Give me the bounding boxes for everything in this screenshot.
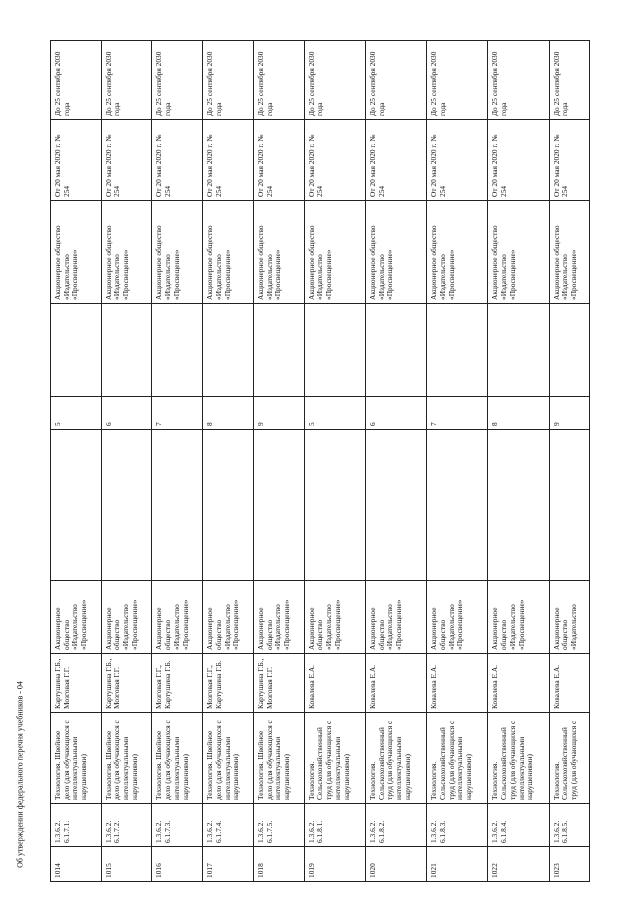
row-grade: 9	[549, 397, 589, 430]
row-number: 1019	[304, 847, 365, 882]
row-number: 1015	[101, 847, 152, 882]
row-code: 1.3.6.2. 6.1.7.3.	[152, 804, 203, 847]
row-code: 1.3.6.2. 6.1.8.1.	[304, 804, 365, 847]
row-order: От 20 мая 2020 г. № 254	[427, 120, 488, 201]
row-empty-cell	[152, 430, 203, 581]
row-grade: 7	[427, 397, 488, 430]
row-publisher-2: Акционерное общество «Издательство «Просвещение»	[427, 201, 488, 304]
row-empty-cell	[51, 430, 102, 581]
row-authors: Ковалева Е.А.	[427, 654, 488, 713]
row-publisher: Акционерное общество «Издательство «Просвещение»	[152, 581, 203, 654]
row-title: Технология. Сельскохозяйственный труд (для обучающихся с	[549, 713, 589, 804]
row-publisher-2: Акционерное общество «Издательство «Просвещение»	[203, 201, 254, 304]
row-code: 1.3.6.2. 6.1.7.2.	[101, 804, 152, 847]
row-publisher-2: Акционерное общество «Издательство «Просвещение»	[365, 201, 426, 304]
table-row	[253, 41, 304, 882]
row-code: 1.3.6.2. 6.1.8.2.	[365, 804, 426, 847]
row-publisher-2: Акционерное общество «Издательство «Просвещение»	[152, 201, 203, 304]
row-code: 1.3.6.2. 6.1.7.1.	[51, 804, 102, 847]
row-order: От 20 мая 2020 г. № 254	[152, 120, 203, 201]
row-code: 1.3.6.2. 6.1.8.4.	[488, 804, 549, 847]
row-title: Технология. Швейное дело (для обучающихся с интеллектуальными нарушениями)	[101, 713, 152, 804]
textbook-list-table	[50, 40, 590, 882]
row-title: Технология. Швейное дело (для обучающихся с интеллектуальными нарушениями)	[51, 713, 102, 804]
row-order: От 20 мая 2020 г. № 254	[253, 120, 304, 201]
row-code: 1.3.6.2. 6.1.8.5.	[549, 804, 589, 847]
footer-note: Об утверждении федерального перечня учебников - 04	[15, 681, 25, 868]
row-authors: Мозговая Г.Г., Картушина Г.Б.	[203, 654, 254, 713]
row-title: Технология. Швейное дело (для обучающихся с интеллектуальными нарушениями)	[253, 713, 304, 804]
row-publisher-2: Акционерное общество «Издательство «Просвещение»	[253, 201, 304, 304]
row-empty-cell	[101, 304, 152, 397]
row-publisher: Акционерное общество «Издательство «Просвещение»	[203, 581, 254, 654]
row-title: Технология. Сельскохозяйственный труд (для обучающихся с интеллектуальными нарушениями)	[304, 713, 365, 804]
row-order: От 20 мая 2020 г. № 254	[101, 120, 152, 201]
row-grade: 9	[253, 397, 304, 430]
row-number: 1023	[549, 847, 589, 882]
row-grade: 6	[101, 397, 152, 430]
table-row	[549, 41, 589, 882]
row-empty-cell	[549, 304, 589, 397]
row-authors: Ковалева Е.А.	[365, 654, 426, 713]
row-until: До 25 сентября 2030 года	[152, 41, 203, 120]
textbook-table-region	[50, 42, 590, 882]
row-grade: 8	[203, 397, 254, 430]
row-number: 1022	[488, 847, 549, 882]
row-authors: Картушина Г.Б., Мозговая Г.Г.	[51, 654, 102, 713]
row-title: Технология. Сельскохозяйственный труд (для обучающихся с интеллектуальными нарушениями)	[427, 713, 488, 804]
row-publisher: Акционерное общество «Издательство «Просвещение»	[365, 581, 426, 654]
row-publisher-2: Акционерное общество «Издательство «Просвещение»	[304, 201, 365, 304]
row-code: 1.3.6.2. 6.1.7.5.	[253, 804, 304, 847]
row-grade: 5	[304, 397, 365, 430]
row-title: Технология. Сельскохозяйственный труд (для обучающихся с интеллектуальными нарушениями)	[488, 713, 549, 804]
row-number: 1021	[427, 847, 488, 882]
row-order: От 20 мая 2020 г. № 254	[51, 120, 102, 201]
row-grade: 5	[51, 397, 102, 430]
row-publisher-2: Акционерное общество «Издательство «Просвещение»	[101, 201, 152, 304]
rotated-table	[50, 42, 590, 882]
row-until: До 25 сентября 2030 года	[203, 41, 254, 120]
row-code: 1.3.6.2. 6.1.7.4.	[203, 804, 254, 847]
row-number: 1014	[51, 847, 102, 882]
table-row	[304, 41, 365, 882]
row-publisher: Акционерное общество «Издательство	[549, 581, 589, 654]
table-row	[427, 41, 488, 882]
row-publisher: Акционерное общество «Издательство «Просвещение»	[51, 581, 102, 654]
row-empty-cell	[203, 304, 254, 397]
row-until: До 25 сентября 2030 года	[101, 41, 152, 120]
table-body	[51, 41, 590, 882]
row-empty-cell	[427, 430, 488, 581]
row-publisher-2: Акционерное общество «Издательство «Просвещение»	[488, 201, 549, 304]
row-empty-cell	[365, 430, 426, 581]
row-publisher-2: Акционерное общество «Издательство «Просвещение»	[51, 201, 102, 304]
row-empty-cell	[488, 430, 549, 581]
row-order: От 20 мая 2020 г. № 254	[203, 120, 254, 201]
row-empty-cell	[304, 430, 365, 581]
row-until: До 25 сентября 2030 года	[549, 41, 589, 120]
row-grade: 8	[488, 397, 549, 430]
table-row	[203, 41, 254, 882]
row-until: До 25 сентября 2030 года	[488, 41, 549, 120]
row-number: 1020	[365, 847, 426, 882]
row-publisher: Акционерное общество «Издательство «Просвещение»	[427, 581, 488, 654]
row-empty-cell	[253, 304, 304, 397]
row-until: До 25 сентября 2030 года	[51, 41, 102, 120]
row-title: Технология. Швейное дело (для обучающихся с интеллектуальными нарушениями)	[152, 713, 203, 804]
table-row	[488, 41, 549, 882]
table-row	[152, 41, 203, 882]
row-empty-cell	[101, 430, 152, 581]
table-row	[51, 41, 102, 882]
row-authors: Ковалева Е.А.	[304, 654, 365, 713]
row-number: 1018	[253, 847, 304, 882]
row-publisher-2: Акционерное общество «Издательство «Просвещение»	[549, 201, 589, 304]
row-title: Технология. Швейное дело (для обучающихся с интеллектуальными нарушениями)	[203, 713, 254, 804]
row-authors: Картушина Г.Б., Мозговая Г.Г.	[253, 654, 304, 713]
row-empty-cell	[549, 430, 589, 581]
row-empty-cell	[152, 304, 203, 397]
row-until: До 25 сентября 2030 года	[304, 41, 365, 120]
row-title: Технология. Сельскохозяйственный труд (для обучающихся с интеллектуальными нарушениями)	[365, 713, 426, 804]
row-publisher: Акционерное общество «Издательство «Просвещение»	[101, 581, 152, 654]
row-empty-cell	[488, 304, 549, 397]
row-empty-cell	[304, 304, 365, 397]
row-publisher: Акционерное общество «Издательство «Просвещение»	[488, 581, 549, 654]
row-publisher: Акционерное общество «Издательство «Просвещение»	[253, 581, 304, 654]
row-order: От 20 мая 2020 г. № 254	[304, 120, 365, 201]
row-authors: Картушина Г.Б., Мозговая Г.Г.	[101, 654, 152, 713]
table-row	[101, 41, 152, 882]
table-row	[365, 41, 426, 882]
row-authors: Мозговая Г.Г., Картушина Г.Б.	[152, 654, 203, 713]
row-order: От 20 мая 2020 г. № 254	[488, 120, 549, 201]
row-empty-cell	[51, 304, 102, 397]
row-grade: 7	[152, 397, 203, 430]
row-grade: 6	[365, 397, 426, 430]
row-order: От 20 мая 2020 г. № 254	[365, 120, 426, 201]
row-number: 1016	[152, 847, 203, 882]
row-order: От 20 мая 2020 г. № 254	[549, 120, 589, 201]
row-empty-cell	[253, 430, 304, 581]
row-until: До 25 сентября 2030 года	[427, 41, 488, 120]
row-publisher: Акционерное общество «Издательство «Просвещение»	[304, 581, 365, 654]
row-until: До 25 сентября 2030 года	[253, 41, 304, 120]
row-number: 1017	[203, 847, 254, 882]
row-empty-cell	[427, 304, 488, 397]
row-empty-cell	[365, 304, 426, 397]
row-authors: Ковалева Е.А.	[488, 654, 549, 713]
row-empty-cell	[203, 430, 254, 581]
row-until: До 25 сентября 2030 года	[365, 41, 426, 120]
row-authors: Ковалева Е.А.	[549, 654, 589, 713]
row-code: 1.3.6.2. 6.1.8.3.	[427, 804, 488, 847]
